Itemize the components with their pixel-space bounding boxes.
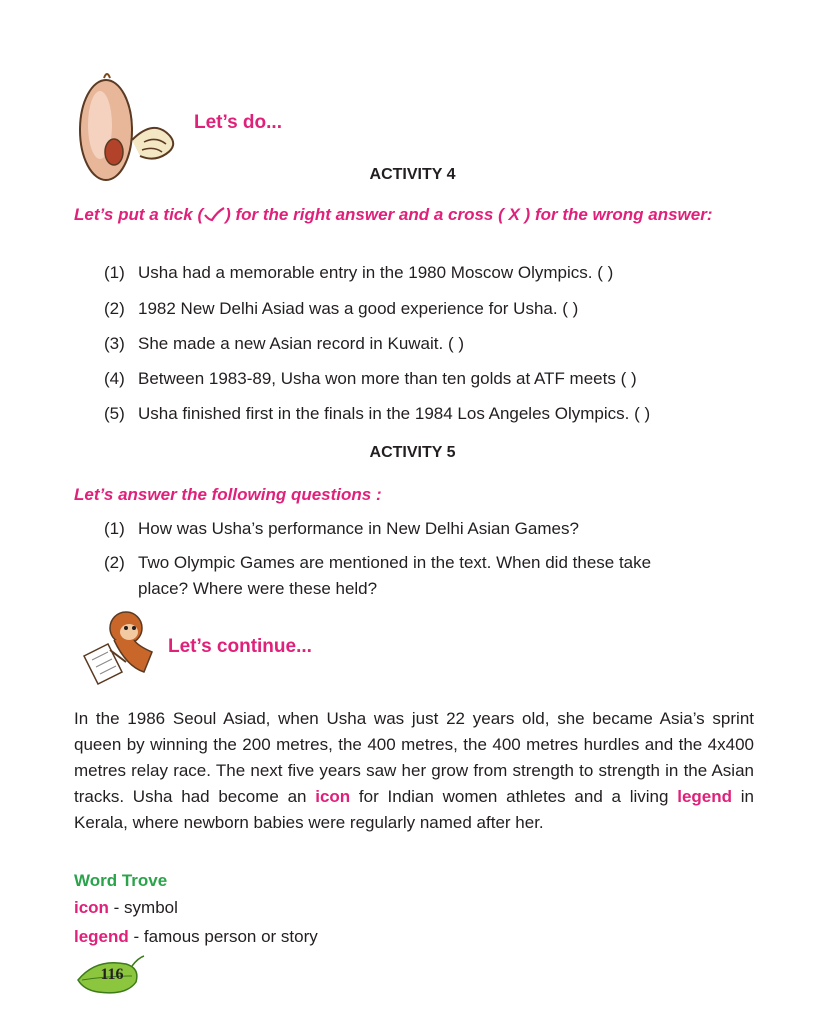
- word-trove-title: Word Trove: [74, 871, 168, 890]
- item-number: (1): [104, 519, 125, 538]
- activity-4-item-5: [104, 401, 764, 427]
- entry-meaning: - famous person or story: [128, 927, 318, 946]
- word-trove-entry-legend: [74, 924, 318, 950]
- item-number: (3): [104, 334, 125, 353]
- item-text: Two Olympic Games are mentioned in the text. When did these take: [138, 553, 652, 572]
- item-number: (5): [104, 404, 125, 423]
- item-text: She made a new Asian record in Kuwait. ( ): [138, 334, 464, 353]
- activity-4-item-3: [104, 331, 764, 357]
- entry-word: legend: [74, 927, 129, 946]
- main-paragraph: [74, 706, 754, 836]
- instruction-part-1: Let’s put a tick (: [74, 205, 204, 224]
- lets-do-heading: Let’s do...: [194, 112, 282, 133]
- activity-5-title: ACTIVITY 5: [369, 444, 456, 461]
- item-text: How was Usha’s performance in New Delhi Asian Games?: [138, 519, 579, 538]
- activity-4-item-4: [104, 366, 764, 392]
- item-number: (1): [104, 263, 125, 282]
- monkey-writing-illustration: [74, 606, 170, 690]
- paragraph-text: in Kerala, where newborn babies were regularly named after her.: [74, 787, 754, 832]
- item-text: Between 1983-89, Usha won more than ten golds at ATF meets ( ): [138, 369, 637, 388]
- entry-meaning: - symbol: [108, 898, 178, 917]
- item-text: Usha had a memorable entry in the 1980 Moscow Olympics. ( ): [138, 263, 614, 282]
- activity-4-item-1: [104, 260, 764, 286]
- item-number: (2): [104, 553, 125, 572]
- keyword-legend: legend: [677, 787, 733, 806]
- instruction-part-2: ) for the right answer and a cross ( X ) for the wrong answer:: [225, 205, 713, 224]
- activity-5-instruction: Let’s answer the following questions :: [74, 485, 382, 504]
- item-text: 1982 New Delhi Asiad was a good experience for Usha. ( ): [138, 299, 579, 318]
- activity-5-item-1: [104, 516, 764, 542]
- word-trove-entry-icon: [74, 895, 178, 921]
- activity-4-item-2: [104, 296, 764, 322]
- item-number: (2): [104, 299, 125, 318]
- activity-5-item-2-continued: place? Where were these held?: [138, 579, 378, 598]
- activity-4-instruction: [74, 202, 754, 228]
- page-number: 116: [100, 966, 124, 983]
- activity-4-title: ACTIVITY 4: [369, 166, 456, 183]
- lets-continue-heading: Let’s continue...: [168, 636, 312, 657]
- item-text: Usha finished first in the finals in the 1984 Los Angeles Olympics. ( ): [138, 404, 651, 423]
- activity-5-item-2: [104, 550, 764, 576]
- paragraph-text: for Indian women athletes and a living: [350, 787, 678, 806]
- tick-icon: [203, 206, 225, 222]
- paragraph-text: In the 1986 Seoul Asiad, when Usha was just 22 years old, she became Asia’s sprint queen by winning the 200 metres, the 400 metres, the 400 metres hurdles and the 4x400 metres relay race. The next five years saw her grow from strength to strength in the Asian tracks. Usha had become an: [74, 709, 754, 806]
- item-number: (4): [104, 369, 125, 388]
- entry-word: icon: [74, 898, 109, 917]
- keyword-icon: icon: [315, 787, 351, 806]
